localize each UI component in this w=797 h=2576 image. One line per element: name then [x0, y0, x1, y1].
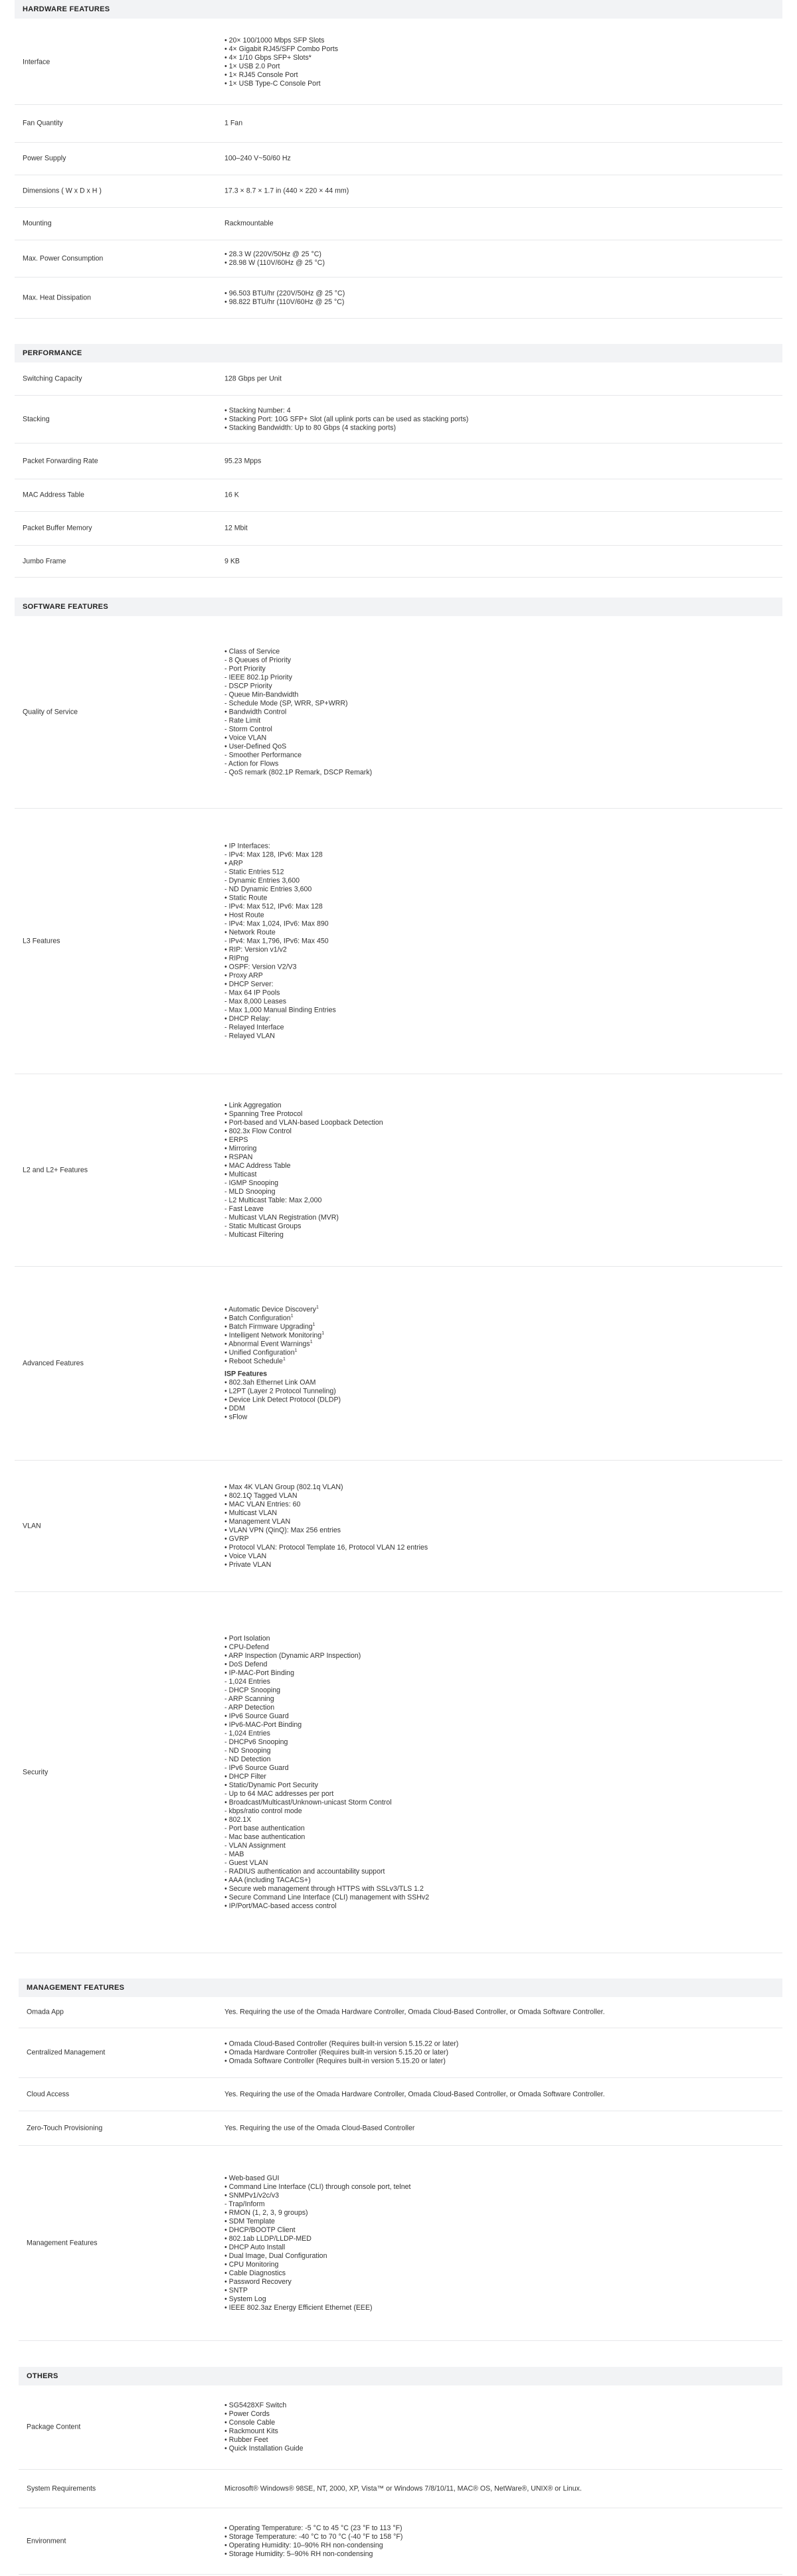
spec-row-zero-touch-provisioning: [19, 2111, 782, 2146]
section-performance: [15, 344, 782, 565]
list-item: • Management VLAN: [224, 1517, 291, 1526]
list-item: • 802.3x Flow Control: [224, 1127, 292, 1135]
spec-label: Packet Forwarding Rate: [23, 457, 98, 465]
list-item: • User-Defined QoS: [224, 742, 287, 750]
sub-list-item: - DHCP Snooping: [224, 1686, 281, 1694]
sub-list-item: - IPv4: Max 1,796, IPv6: Max 450: [224, 937, 329, 945]
spec-value: [224, 1305, 341, 1421]
spec-value: [224, 457, 261, 465]
spec-label: Environment: [27, 2537, 66, 2545]
list-item: • 802.3ah Ethernet Link OAM: [224, 1378, 316, 1386]
spec-row-advanced-features: [15, 1267, 782, 1461]
list-item: • MAC Address Table: [224, 1161, 291, 1170]
sub-list-item: - IPv4: Max 128, IPv6: Max 128: [224, 850, 323, 858]
list-item: [224, 1348, 341, 1357]
spec-label: L2 and L2+ Features: [23, 1166, 88, 1174]
list-item: • 1× USB 2.0 Port: [224, 62, 280, 70]
spec-label: Omada App: [27, 2008, 64, 2016]
list-item: • 4× 1/10 Gbps SFP+ Slots*: [224, 53, 311, 62]
section-title: HARDWARE FEATURES: [15, 0, 782, 19]
spec-list: [224, 2524, 402, 2559]
sub-list-item: Yes. Requiring the use of the Omada Hardware Controller, Omada Cloud-Based Controller, or Omada Software Controller.: [224, 2008, 605, 2016]
spec-label: Package Content: [27, 2423, 81, 2431]
list-item: • OSPF: Version V2/V3: [224, 963, 297, 971]
footnote-marker: 1: [310, 1339, 313, 1344]
sub-list-item: - kbps/ratio control mode: [224, 1807, 302, 1815]
spec-row-centralized-management: [19, 2028, 782, 2078]
list-item: • ARP: [224, 859, 243, 867]
spec-row-cloud-access: [19, 2078, 782, 2111]
spec-row-power-supply: [15, 143, 782, 175]
list-item-text: • Abnormal Event Warnings: [224, 1340, 310, 1348]
spec-value: [224, 2174, 410, 2312]
spec-list: [224, 2124, 414, 2133]
spec-row-quality-of-service: [15, 616, 782, 809]
spec-label: Packet Buffer Memory: [23, 524, 92, 532]
spec-list: [224, 220, 274, 228]
list-item: • SDM Template: [224, 2217, 275, 2225]
spec-label: Quality of Service: [23, 708, 78, 716]
spec-row-max-power-consumption: [15, 240, 782, 278]
sub-list-item: - Schedule Mode (SP, WRR, SP+WRR): [224, 699, 348, 707]
sub-list-item: - Queue Min-Bandwidth: [224, 690, 299, 698]
spec-row-jumbo-frame: [15, 546, 782, 578]
list-item: • Rackmount Kits: [224, 2427, 278, 2435]
spec-label: System Requirements: [27, 2484, 96, 2492]
list-item: • MAC VLAN Entries: 60: [224, 1500, 301, 1508]
list-item: • RMON (1, 2, 3, 9 groups): [224, 2208, 308, 2217]
spec-list: [224, 2174, 410, 2312]
spec-row-switching-capacity: [15, 362, 782, 396]
list-item: • Storage Temperature: -40 °C to 70 °C (-40 °F to 158 °F): [224, 2532, 403, 2541]
spec-list: [224, 2401, 304, 2453]
spec-row-omada-app: [19, 1997, 782, 2028]
sub-list-item: - 8 Queues of Priority: [224, 656, 292, 664]
spec-label: Security: [23, 1768, 48, 1776]
list-item: • 20× 100/1000 Mbps SFP Slots: [224, 36, 325, 44]
spec-value: [224, 2090, 605, 2099]
spec-value: [224, 187, 349, 196]
list-item: • ARP Inspection (Dynamic ARP Inspection): [224, 1651, 361, 1660]
spec-list: [224, 647, 372, 777]
sub-list-item: 16 K: [224, 491, 239, 499]
sub-list-item: - IPv4: Max 1,024, IPv6: Max 890: [224, 920, 329, 927]
list-item: • Stacking Bandwidth: Up to 80 Gbps (4 stacking ports): [224, 424, 397, 432]
sub-list-item: - Relayed Interface: [224, 1023, 284, 1031]
spec-value: [224, 647, 372, 777]
spec-value: [224, 491, 239, 500]
spec-label: Power Supply: [23, 154, 66, 163]
spec-list: [224, 2484, 582, 2493]
list-item: • 1× USB Type-C Console Port: [224, 79, 321, 88]
list-item: • GVRP: [224, 1534, 249, 1543]
sub-list-item: - DHCPv6 Snooping: [224, 1737, 288, 1746]
list-item: [224, 1357, 341, 1366]
list-item: • Bandwidth Control: [224, 708, 287, 716]
section-software-features: [15, 598, 782, 1910]
spec-label: Interface: [23, 58, 50, 66]
section-title: SOFTWARE FEATURES: [15, 598, 782, 616]
list-item: • Secure web management through HTTPS with SSLv3/TLS 1.2: [224, 1884, 424, 1893]
spec-list: [224, 842, 336, 1040]
list-item: • Proxy ARP: [224, 971, 263, 979]
list-item: • Omada Hardware Controller (Requires built-in version 5.15.20 or later): [224, 2048, 448, 2057]
list-item: • DHCP Auto Install: [224, 2243, 286, 2251]
spec-row-l3-features: [15, 809, 782, 1074]
list-item: • Rubber Feet: [224, 2436, 268, 2444]
list-item: • Broadcast/Multicast/Unknown-unicast Storm Control: [224, 1798, 392, 1807]
list-item: • Spanning Tree Protocol: [224, 1109, 303, 1118]
list-item: • Network Route: [224, 928, 276, 936]
list-item: • Storage Humidity: 5–90% RH non-condensing: [224, 2549, 373, 2558]
list-item: [224, 1305, 341, 1314]
spec-label: Dimensions ( W x D x H ): [23, 187, 102, 195]
spec-value: [224, 374, 282, 383]
spec-value: [224, 155, 291, 163]
list-item: • Voice VLAN: [224, 1552, 267, 1560]
section-hardware-features: [15, 0, 782, 306]
footnote-marker: 1: [315, 1305, 319, 1310]
spec-row-fan-quantity: [15, 105, 782, 143]
spec-list: [224, 187, 349, 196]
list-item: • Web-based GUI: [224, 2174, 280, 2182]
spec-sub-list: [224, 1378, 341, 1421]
spec-label: L3 Features: [23, 937, 60, 945]
spec-label: Zero-Touch Provisioning: [27, 2124, 103, 2132]
sub-list-item: 128 Gbps per Unit: [224, 374, 282, 382]
spec-label: Centralized Management: [27, 2048, 106, 2057]
section-title: PERFORMANCE: [15, 344, 782, 362]
list-item: • RIPng: [224, 954, 249, 962]
spec-row-vlan: [15, 1461, 782, 1592]
sub-list-item: - VLAN Assignment: [224, 1841, 286, 1850]
list-item: • IP Interfaces:: [224, 842, 270, 850]
subsection-title: ISP Features: [224, 1370, 267, 1378]
sub-list-item: - DSCP Priority: [224, 682, 272, 690]
list-item-text: • Unified Configuration: [224, 1348, 295, 1356]
sub-list-item: - ND Dynamic Entries 3,600: [224, 885, 312, 893]
sub-list-item: - IEEE 802.1p Priority: [224, 673, 292, 681]
list-item: • 802.1ab LLDP/LLDP-MED: [224, 2234, 311, 2243]
list-item: • IPv6-MAC-Port Binding: [224, 1720, 302, 1729]
sub-list-item: - MAB: [224, 1850, 244, 1858]
list-item: • RSPAN: [224, 1153, 253, 1161]
sub-list-item: 100–240 V~50/60 Hz: [224, 154, 291, 163]
list-item: • Stacking Number: 4: [224, 406, 291, 414]
sub-list-item: - Fast Leave: [224, 1204, 264, 1213]
spec-value: [224, 250, 325, 268]
spec-list: [224, 289, 345, 307]
sub-list-item: - L2 Multicast Table: Max 2,000: [224, 1196, 322, 1204]
spec-row-environment: [19, 2508, 782, 2575]
list-item: • CPU Monitoring: [224, 2260, 279, 2269]
sub-list-item: - Max 8,000 Leases: [224, 997, 287, 1005]
spec-label: Cloud Access: [27, 2090, 70, 2098]
spec-row-system-requirements: [19, 2470, 782, 2508]
list-item: • AAA (including TACACS+): [224, 1876, 311, 1884]
sub-list-item: - Smoother Performance: [224, 751, 302, 759]
spec-list: [224, 2040, 458, 2066]
sub-list-item: - IPv6 Source Guard: [224, 1763, 289, 1772]
list-item: • CPU-Defend: [224, 1643, 269, 1651]
spec-list: [224, 491, 239, 500]
spec-label: Mounting: [23, 219, 52, 228]
list-item: • Multicast: [224, 1170, 257, 1178]
section-management-features: [19, 1978, 782, 2312]
sub-list-item: - Relayed VLAN: [224, 1032, 275, 1040]
spec-row-security: [15, 1592, 782, 1953]
spec-list: [224, 1483, 428, 1570]
list-item: • DHCP Relay:: [224, 1014, 271, 1022]
spec-list: [224, 2008, 605, 2017]
list-item: • Stacking Port: 10G SFP+ Slot (all uplink ports can be used as stacking ports): [224, 415, 469, 423]
list-item: [224, 1323, 341, 1331]
spec-value: [224, 2008, 605, 2017]
sub-list-item: Microsoft® Windows® 98SE, NT, 2000, XP, Vista™ or Windows 7/8/10/11, MAC® OS, NetWare®, UNIX® or Linux.: [224, 2484, 582, 2492]
list-item: • IP/Port/MAC-based access control: [224, 1901, 337, 1910]
sub-list-item: - Port Priority: [224, 665, 266, 673]
sub-list-item: - Multicast VLAN Registration (MVR): [224, 1213, 339, 1222]
list-item: • 28.3 W (220V/50Hz @ 25 °C): [224, 250, 321, 258]
spec-list: [224, 524, 248, 533]
list-item: • 4× Gigabit RJ45/SFP Combo Ports: [224, 44, 339, 53]
sub-list-item: - ND Snooping: [224, 1746, 271, 1755]
list-item: • 96.503 BTU/hr (220V/50Hz @ 25 °C): [224, 289, 345, 297]
list-item: • 802.1X: [224, 1815, 252, 1824]
list-item: • DDM: [224, 1404, 245, 1412]
spec-list: [224, 406, 468, 432]
sub-list-item: 9 KB: [224, 557, 240, 565]
list-item: • Device Link Detect Protocol (DLDP): [224, 1396, 341, 1404]
spec-label: VLAN: [23, 1522, 41, 1530]
list-item: • DHCP Server:: [224, 980, 274, 988]
spec-value: [224, 842, 336, 1040]
spec-label: Jumbo Frame: [23, 557, 66, 565]
spec-label: Stacking: [23, 415, 50, 423]
list-item: • sFlow: [224, 1413, 248, 1421]
spec-value: [224, 2401, 304, 2453]
spec-row-l2-and-l2-features: [15, 1074, 782, 1267]
list-item: [224, 1314, 341, 1323]
list-item: • Max 4K VLAN Group (802.1q VLAN): [224, 1483, 343, 1491]
sub-list-item: - 1,024 Entries: [224, 1729, 270, 1737]
sub-list-item: - Trap/Inform: [224, 2200, 265, 2208]
list-item: • ERPS: [224, 1135, 248, 1144]
spec-row-mac-address-table: [15, 479, 782, 512]
list-item: • Command Line Interface (CLI) through console port, telnet: [224, 2182, 411, 2191]
spec-label: Switching Capacity: [23, 374, 82, 382]
section-others: [19, 2367, 782, 2558]
footnote-marker: 1: [282, 1356, 286, 1362]
spec-value: [224, 1101, 383, 1240]
list-item: • System Log: [224, 2294, 266, 2303]
sub-list-item: - ND Detection: [224, 1755, 271, 1763]
sub-list-item: - RADIUS authentication and accountability support: [224, 1867, 385, 1876]
spec-list: [224, 120, 242, 128]
sub-list-item: - Up to 64 MAC addresses per port: [224, 1789, 334, 1798]
sub-list-item: - Mac base authentication: [224, 1832, 306, 1841]
spec-label: Management Features: [27, 2239, 98, 2247]
sub-list-item: - Max 1,000 Manual Binding Entries: [224, 1006, 336, 1014]
spec-row-mounting: [15, 208, 782, 240]
spec-value: [224, 557, 240, 566]
sub-list-item: - ARP Detection: [224, 1703, 275, 1712]
list-item: • Port-based and VLAN-based Loopback Detection: [224, 1118, 383, 1127]
spec-list: [224, 37, 338, 88]
list-item: • Omada Cloud-Based Controller (Requires built-in version 5.15.22 or later): [224, 2040, 459, 2048]
list-item: • Console Cable: [224, 2419, 276, 2427]
list-item: • Port Isolation: [224, 1634, 270, 1643]
list-item-text: • Batch Firmware Upgrading: [224, 1323, 313, 1330]
spec-list: [224, 1635, 429, 1911]
list-item: • Operating Temperature: -5 °C to 45 °C (23 °F to 113 °F): [224, 2524, 402, 2532]
sub-list-item: - Storm Control: [224, 725, 272, 733]
list-item: • DHCP Filter: [224, 1772, 266, 1781]
section-title: OTHERS: [19, 2367, 782, 2385]
spec-value: [224, 289, 345, 307]
list-item: • Class of Service: [224, 647, 280, 655]
spec-list: [224, 374, 282, 383]
spec-value: [224, 220, 274, 228]
sub-list-item: - Static Multicast Groups: [224, 1222, 302, 1230]
list-item: • 28.98 W (110V/60Hz @ 25 °C): [224, 258, 325, 267]
sub-list-item: - Static Entries 512: [224, 868, 284, 876]
spec-value: [224, 524, 248, 533]
list-item: • 1× RJ45 Console Port: [224, 70, 298, 79]
spec-list: [224, 250, 325, 268]
spec-list: [224, 2090, 605, 2099]
spec-row-packet-buffer-memory: [15, 512, 782, 546]
list-item: • IP-MAC-Port Binding: [224, 1668, 294, 1677]
list-item: • Protocol VLAN: Protocol Template 16, Protocol VLAN 12 entries: [224, 1543, 428, 1552]
list-item-text: • Automatic Device Discovery: [224, 1305, 316, 1313]
spec-value: [224, 120, 242, 128]
spec-value: [224, 2524, 402, 2559]
spec-label: MAC Address Table: [23, 491, 84, 499]
sub-list-item: Yes. Requiring the use of the Omada Cloud-Based Controller: [224, 2124, 415, 2132]
sub-list-item: - Guest VLAN: [224, 1858, 268, 1867]
list-item-text: • Intelligent Network Monitoring: [224, 1331, 322, 1339]
spec-value: [224, 1635, 429, 1911]
list-item: • IPv6 Source Guard: [224, 1712, 289, 1720]
list-item: [224, 1340, 341, 1348]
sub-list-item: - ARP Scanning: [224, 1694, 274, 1703]
list-item: • Host Route: [224, 911, 264, 919]
sub-list-item: - Dynamic Entries 3,600: [224, 876, 300, 884]
list-item: • DoS Defend: [224, 1660, 268, 1668]
list-item: • VLAN VPN (QinQ): Max 256 entries: [224, 1526, 341, 1534]
list-item: • L2PT (Layer 2 Protocol Tunneling): [224, 1387, 336, 1395]
list-item: • Static/Dynamic Port Security: [224, 1781, 318, 1789]
spec-row-package-content: [19, 2385, 782, 2470]
spec-row-interface: [15, 20, 782, 105]
list-item: • Mirroring: [224, 1144, 257, 1153]
spec-label: Max. Power Consumption: [23, 254, 104, 262]
spec-label: Advanced Features: [23, 1359, 84, 1367]
spec-row-dimensions-w-x-d-x-h: [15, 175, 782, 208]
sub-list-item: 1 Fan: [224, 119, 243, 127]
list-item: • Quick Installation Guide: [224, 2445, 304, 2453]
list-item: • Private VLAN: [224, 1560, 272, 1569]
sub-list-item: - MLD Snooping: [224, 1187, 276, 1196]
list-item: • 802.1Q Tagged VLAN: [224, 1491, 298, 1500]
list-item: • Voice VLAN: [224, 734, 267, 742]
spec-list: [224, 1305, 341, 1366]
list-item: • Power Cords: [224, 2410, 270, 2418]
sub-list-item: - IGMP Snooping: [224, 1178, 279, 1187]
list-item: • Link Aggregation: [224, 1101, 282, 1109]
sub-list-item: 12 Mbit: [224, 524, 248, 532]
sub-list-item: - IPv4: Max 512, IPv6: Max 128: [224, 902, 323, 910]
list-item-text: • Reboot Schedule: [224, 1357, 283, 1365]
spec-row-max-heat-dissipation: [15, 278, 782, 319]
spec-label: Fan Quantity: [23, 119, 63, 127]
list-item: • Static Route: [224, 894, 268, 902]
spec-list: [224, 1101, 383, 1240]
list-item: [224, 1331, 341, 1340]
sub-list-item: - Max 64 IP Pools: [224, 989, 280, 997]
list-item: • Password Recovery: [224, 2277, 292, 2286]
spec-list: [224, 557, 240, 566]
spec-row-stacking: [15, 396, 782, 443]
footnote-marker: 1: [321, 1330, 325, 1336]
sub-list-item: - Port base authentication: [224, 1824, 305, 1832]
footnote-marker: 1: [294, 1348, 298, 1353]
spec-value: [224, 1483, 428, 1570]
list-item: • Secure Command Line Interface (CLI) management with SSHv2: [224, 1893, 430, 1901]
spec-list: [224, 155, 291, 163]
sub-list-item: - QoS remark (802.1P Remark, DSCP Remark): [224, 768, 373, 776]
spec-list: [224, 457, 261, 465]
sub-list-item: - 1,024 Entries: [224, 1677, 270, 1686]
list-item: • Operating Humidity: 10–90% RH non-condensing: [224, 2541, 383, 2549]
sub-list-item: 95.23 Mpps: [224, 457, 262, 465]
spec-row-packet-forwarding-rate: [15, 443, 782, 479]
spec-value: [224, 2040, 458, 2066]
spec-row-management-features: [19, 2146, 782, 2341]
list-item: • SNMPv1/v2c/v3: [224, 2191, 280, 2200]
spec-value: [224, 2124, 414, 2133]
footnote-marker: 1: [290, 1313, 294, 1319]
list-item: • Cable Diagnostics: [224, 2269, 286, 2277]
list-item-text: • Batch Configuration: [224, 1314, 291, 1322]
list-item: • SNTP: [224, 2286, 248, 2294]
spec-value: [224, 406, 468, 432]
sub-list-item: 17.3 × 8.7 × 1.7 in (440 × 220 × 44 mm): [224, 187, 349, 195]
list-item: • IEEE 802.3az Energy Efficient Ethernet (EEE): [224, 2303, 373, 2312]
section-title: MANAGEMENT FEATURES: [19, 1978, 782, 1997]
list-item: • Multicast VLAN: [224, 1508, 278, 1517]
list-item: • Dual Image, Dual Configuration: [224, 2251, 327, 2260]
spec-value: [224, 37, 338, 88]
list-item: • SG5428XF Switch: [224, 2401, 287, 2409]
sub-list-item: - Multicast Filtering: [224, 1230, 284, 1239]
sub-list-item: - Action for Flows: [224, 760, 279, 767]
sub-list-item: Yes. Requiring the use of the Omada Hardware Controller, Omada Cloud-Based Controller, or Omada Software Controller.: [224, 2090, 605, 2098]
sub-list-item: - Rate Limit: [224, 716, 261, 724]
list-item: • 98.822 BTU/hr (110V/60Hz @ 25 °C): [224, 297, 345, 306]
spec-label: Max. Heat Dissipation: [23, 293, 92, 301]
spec-value: [224, 2484, 582, 2493]
list-item: • RIP: Version v1/v2: [224, 945, 287, 953]
footnote-marker: 1: [312, 1322, 315, 1327]
list-item: • Omada Software Controller (Requires built-in version 5.15.20 or later): [224, 2057, 446, 2065]
list-item: • DHCP/BOOTP Client: [224, 2225, 296, 2234]
sub-list-item: Rackmountable: [224, 219, 274, 228]
